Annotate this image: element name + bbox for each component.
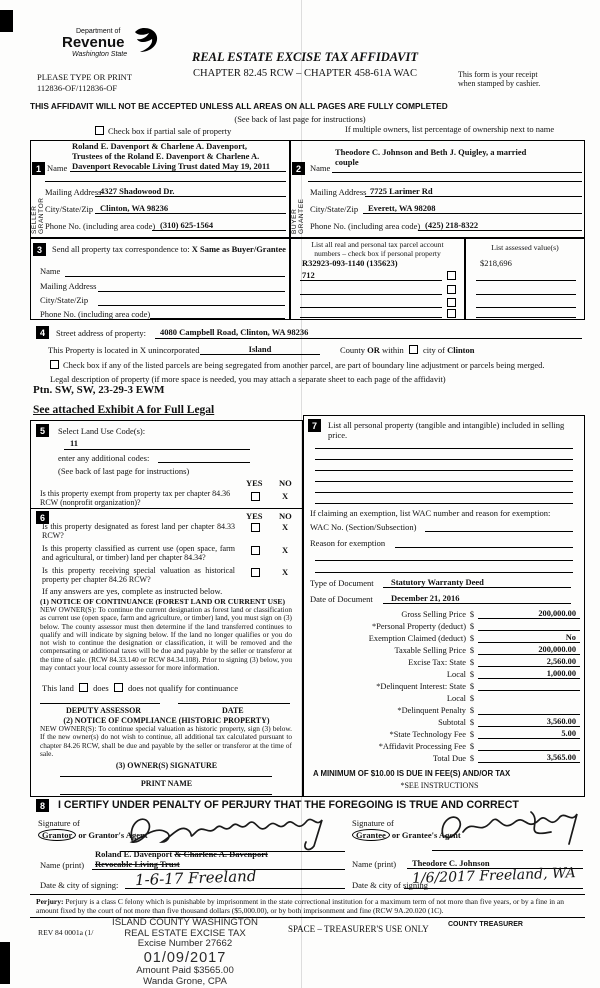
corr-name-label: Name	[40, 266, 61, 276]
perjury-strip	[30, 894, 585, 918]
warning-banner: THIS AFFIDAVIT WILL NOT BE ACCEPTED UNLESS ALL AREAS ON ALL PAGES ARE FULLY COMPLETED	[30, 101, 448, 111]
parcel-header-line1: List all real and personal tax parcel account	[311, 240, 444, 249]
city-of-value: Clinton	[447, 345, 475, 355]
print-name-line	[60, 794, 272, 795]
buyer-phone-value: (425) 218-8322	[425, 220, 479, 230]
section-5-number: 5	[36, 424, 49, 437]
date-document-label: Date of Document	[310, 594, 373, 604]
land-use-value: 11	[70, 438, 79, 448]
fin-row-excise-local: Local $ 1,000.00	[308, 667, 580, 679]
grantor-printed-name-struck: & Charlene A. Davenport	[174, 849, 268, 859]
blank-line	[95, 213, 286, 214]
blank-line	[476, 317, 576, 318]
blank-line	[300, 294, 442, 295]
grantor-printed-name: Roland E. Davenport	[95, 849, 175, 859]
section-8-number: 8	[36, 799, 49, 812]
located-in-label: This Property is located in X unincorporated	[48, 345, 200, 355]
s6-yes-header: YES	[246, 511, 263, 521]
grantee-date-city-label: Date & city of signing	[352, 880, 429, 890]
blank-line	[315, 503, 573, 504]
s6-q3-no-answer: X	[282, 567, 289, 577]
notice1-title: (1) NOTICE OF CONTINUANCE (FOREST LAND OR CURRENT USE)	[40, 597, 286, 606]
street-address-value: 4080 Campbell Road, Clinton, WA 98236	[160, 327, 309, 337]
blank-line	[158, 462, 250, 463]
blank-line	[476, 294, 576, 295]
grantee-word-circled: Grantee	[352, 829, 390, 841]
buyer-side-word1: BUYER	[291, 208, 298, 234]
type-document-label: Type of Document	[310, 578, 374, 588]
blank-line	[70, 171, 286, 172]
does-checkbox	[79, 683, 88, 692]
blank-line	[64, 449, 250, 450]
blank-line	[98, 305, 285, 306]
seller-name-label: Name	[47, 163, 68, 173]
notice2-title: (2) NOTICE OF COMPLIANCE (HISTORIC PROPERTY)	[63, 716, 270, 725]
logo-state-text: Washington State	[72, 51, 128, 58]
reason-line	[395, 547, 573, 548]
fin-row-personal: *Personal Property (deduct) $	[308, 619, 580, 631]
s6-q1-yes-checkbox	[251, 523, 260, 532]
corr-city-label: City/State/Zip	[40, 295, 89, 305]
blank-line	[476, 307, 576, 308]
form-number: 112836-OF/112836-OF	[37, 83, 118, 93]
blank-line	[315, 572, 573, 573]
parcel-number-2: 712	[302, 270, 315, 280]
treasurer-space-label: SPACE – TREASURER'S USE ONLY	[288, 924, 429, 934]
exhibit-note: See attached Exhibit A for Full Legal	[33, 404, 215, 416]
blank-line	[150, 318, 285, 319]
section-6-number: 6	[36, 511, 49, 524]
seller-city-label: City/State/Zip	[45, 204, 94, 214]
assessor-date-line	[178, 703, 290, 704]
buyer-phone-label: Phone No. (including area code)	[310, 221, 421, 231]
segregated-checkbox	[50, 360, 59, 369]
grantee-name-print-label: Name (print)	[352, 859, 397, 869]
located-county-value: Island	[248, 344, 272, 354]
s5-yes-header: YES	[246, 478, 263, 488]
seller-side-word2: GRANTOR	[38, 197, 45, 234]
buyer-name-value	[335, 147, 580, 167]
notice1-body: NEW OWNER(S): To continue the current designation as forest land or classification as current use (open space, farm and agriculture, or timber) land, you must sign on (3) below. The county assessor must then determine if the land transferred continues to qualify and will indicate by signing below. If the land no longer qualifies or you do not wish to continue the designation or classification, it will be removed and the compensating or additional taxes will be due and payable by the seller or transferor at the time of sale. (RCW 84.33.140 or RCW 84.34.108). Prior to signing (3) below, you may contact your local county assessor for more information.	[40, 605, 292, 673]
fin-row-delinq-interest-state: *Delinquent Interest: State $	[308, 679, 580, 691]
fin-row-gross: Gross Selling Price $ 200,000.00	[308, 607, 580, 619]
city-checkbox	[409, 345, 418, 354]
grantee-date-line	[404, 888, 583, 889]
seller-phone-label: Phone No. (including area code)	[45, 221, 156, 231]
correspondence-label: Send all property tax correspondence to:	[52, 244, 190, 254]
s6-q2-no-answer: X	[282, 545, 289, 555]
does-label: does	[93, 683, 109, 693]
multiple-owners-note: If multiple owners, list percentage of ownership next to name	[345, 124, 555, 134]
parcel-personal-checkbox-3	[447, 298, 456, 307]
blank-line	[476, 280, 576, 281]
blank-line	[300, 317, 442, 318]
grantor-date-city-value: 1-6-17 Freeland	[134, 866, 257, 890]
s6-q2-yes-checkbox	[251, 546, 260, 555]
legal-description-value: Ptn. SW, SW, 23-29-3 EWM	[33, 384, 165, 396]
fin-row-taxable: Taxable Selling Price $ 200,000.00	[308, 643, 580, 655]
certify-statement: I CERTIFY UNDER PENALTY OF PERJURY THAT THE FOREGOING IS TRUE AND CORRECT	[58, 799, 519, 811]
blank-line	[152, 230, 286, 231]
owners-signature-label: (3) OWNER(S) SIGNATURE	[115, 761, 218, 770]
buyer-city-label: City/State/Zip	[310, 204, 359, 214]
city-of-label: city of	[423, 345, 445, 355]
section-1-number: 1	[32, 162, 45, 175]
exempt-question: Is this property exempt from property tax per chapter 84.36 RCW (nonprofit organization)?	[40, 489, 231, 507]
fin-row-delinq-penalty: *Delinquent Penalty $	[308, 703, 580, 715]
buyer-mailing-label: Mailing Address	[310, 187, 367, 197]
scan-artifact-top	[0, 10, 13, 32]
exemption-note: If claiming an exemption, list WAC number and reason for exemption:	[310, 508, 551, 518]
grantor-agent-label: or Grantor's Agent	[78, 830, 148, 840]
wac-number-label: WAC No. (Section/Subsection)	[310, 522, 417, 532]
grantor-name-print-label: Name (print)	[40, 860, 85, 870]
within-word: within	[382, 345, 404, 355]
seller-mailing-label: Mailing Address	[45, 187, 102, 197]
segregated-label: Check box if any of the listed parcels are being segregated from another parcel, are part of boundary line adjustment or parcels being merged.	[63, 360, 545, 370]
seller-phone-value: (310) 625-1564	[160, 220, 214, 230]
grantee-signature	[435, 804, 585, 850]
see-instructions-note: *SEE INSTRUCTIONS	[400, 781, 479, 790]
s6-q1-no-answer: X	[282, 522, 289, 532]
assessor-date-label: DATE	[222, 706, 244, 715]
date-document-value: December 21, 2016	[391, 593, 460, 603]
additional-codes-label: enter any additional codes:	[58, 453, 150, 463]
section-divider	[30, 508, 303, 509]
stamp-cashier-name: Wanda Grone, CPA	[143, 976, 227, 988]
see-back-note-2: (See back of last page for instructions)	[58, 466, 190, 476]
section-7-number: 7	[308, 419, 321, 432]
fin-row-subtotal: Subtotal $ 3,560.00	[308, 715, 580, 727]
grantor-printed-name-line2-struck: Revocable Living Trust	[95, 859, 180, 869]
owners-signature-line	[60, 776, 272, 777]
blank-line	[98, 291, 285, 292]
buyer-name-label: Name	[310, 163, 331, 173]
seller-name-line3: Davenport Revocable Living Trust dated May 19, 2011	[72, 161, 271, 171]
blank-line	[315, 481, 573, 482]
partial-sale-checkbox	[95, 126, 104, 135]
grantee-date-city-value: 1/6/2017 Freeland, WA	[411, 865, 577, 887]
s6-question-3: Is this property receiving special valuation as historical property per chapter 84.26 RCW?	[42, 566, 235, 584]
street-address-label: Street address of property:	[56, 328, 146, 338]
grantor-signature-of-label: Signature of	[38, 818, 80, 828]
s6-question-1: Is this property designated as forest land per chapter 84.33 RCW?	[42, 522, 235, 540]
fin-row-total-due: Total Due $ 3,565.00	[308, 751, 580, 763]
fin-row-exemption: Exemption Claimed (deduct) $ No	[308, 631, 580, 643]
fin-row-excise-state: Excise Tax: State $ 2,560.00	[308, 655, 580, 667]
buyer-grantee-side-label	[291, 178, 305, 234]
buyer-mailing-value: 7725 Larimer Rd	[370, 186, 433, 196]
notice2-body: NEW OWNER(S): To continue special valuation as historic property, sign (3) below. If the new owner(s) do not wish to continue, all additional tax calculated pursuant to chapter 84.26 RCW, shall be due and payable by the seller or transferor at the time of sale.	[40, 724, 292, 758]
logo-name-text: Revenue	[62, 34, 125, 51]
treasurer-stamp	[85, 918, 285, 988]
s6-q3-yes-checkbox	[251, 568, 260, 577]
form-title: REAL ESTATE EXCISE TAX AFFIDAVIT	[191, 50, 418, 64]
s6-no-header: NO	[279, 511, 292, 521]
rev-form-number: REV 84 0001a (1/	[38, 928, 94, 937]
blank-line	[65, 276, 285, 277]
grantor-signature	[122, 806, 337, 854]
perjury-word: Perjury:	[36, 897, 64, 906]
does-not-checkbox	[114, 683, 123, 692]
county-word: County	[340, 345, 366, 355]
wac-number-line	[425, 531, 573, 532]
or-word: OR	[367, 345, 380, 355]
seller-city-value: Clinton, WA 98236	[100, 203, 169, 213]
correspondence-value: X Same as Buyer/Grantee	[191, 244, 286, 254]
seller-grantor-side-label	[31, 178, 45, 234]
assessed-header: List assessed value(s)	[491, 243, 559, 252]
parcel-personal-checkbox-4	[447, 309, 456, 318]
deputy-assessor-label: DEPUTY ASSESSOR	[66, 706, 142, 715]
deputy-assessor-line	[40, 703, 160, 704]
date-document-line	[383, 603, 571, 604]
blank-line	[315, 459, 573, 460]
fin-row-processing-fee: *Affidavit Processing Fee $	[308, 739, 580, 751]
corr-mailing-label: Mailing Address	[40, 281, 97, 291]
parcel-personal-checkbox-2	[447, 285, 456, 294]
seller-name-line1: Roland E. Davenport & Charlene A. Davenport,	[72, 141, 247, 151]
fin-row-tech-fee: *State Technology Fee $ 5.00	[308, 727, 580, 739]
fin-row-delinq-interest-local: Local $	[446, 694, 475, 703]
stamp-reet-line: REAL ESTATE EXCISE TAX	[124, 927, 246, 939]
parcel-number-1: R32923-093-1140 (135623)	[302, 258, 398, 268]
grantee-signature-line	[432, 850, 583, 851]
grantor-word-circled: Grantor	[38, 829, 76, 841]
county-treasurer-label: COUNTY TREASURER	[448, 921, 523, 928]
receipt-note-line1: This form is your receipt	[458, 70, 538, 79]
blank-line	[315, 560, 573, 561]
land-qualify-label: This land	[42, 683, 74, 693]
corr-phone-label: Phone No. (including area code)	[40, 309, 151, 319]
please-type-print: PLEASE TYPE OR PRINT	[37, 72, 133, 82]
blank-line	[155, 338, 582, 339]
grantor-date-line	[125, 888, 345, 889]
stamp-county-line: ISLAND COUNTY WASHINGTON	[112, 917, 258, 928]
does-not-label: does not qualify for continuance	[127, 683, 238, 693]
minimum-due-note: A MINIMUM OF $10.00 IS DUE IN FEE(S) AND/OR TAX	[313, 769, 511, 778]
blank-line	[418, 230, 582, 231]
parcel-personal-checkbox-1	[447, 271, 456, 280]
stamp-date: 01/09/2017	[143, 950, 227, 967]
buyer-name-line1: Theodore C. Johnson and Beth J. Quigley, a married	[335, 147, 527, 157]
blank-line	[315, 492, 573, 493]
blank-line	[315, 470, 573, 471]
s6-question-2: Is this property classified as current use (open space, farm and agricultural, or timber) land per chapter 84.34?	[42, 544, 235, 562]
grantee-signature-of-label: Signature of	[352, 818, 394, 828]
seller-side-word1: SELLER	[31, 205, 38, 234]
logo-dept-text: Department of	[76, 28, 121, 35]
stamp-excise-number: Excise Number 27662	[137, 938, 233, 950]
section-2-number: 2	[292, 162, 305, 175]
print-name-label: PRINT NAME	[140, 779, 193, 788]
blank-line	[95, 196, 286, 197]
grantee-agent-label: or Grantee's Agent	[391, 830, 461, 840]
grantor-date-city-label: Date & city of signing:	[40, 880, 119, 890]
scan-artifact-bottom	[0, 942, 10, 984]
if-any-answers-note: If any answers are yes, complete as instructed below.	[42, 586, 223, 596]
blank-line	[300, 307, 442, 308]
type-document-line	[383, 587, 571, 588]
form-subtitle: CHAPTER 82.45 RCW – CHAPTER 458-61A WAC	[193, 68, 417, 79]
blank-line	[308, 181, 582, 182]
buyer-side-word2: GRANTEE	[298, 198, 305, 234]
blank-line	[300, 280, 442, 281]
buyer-city-value: Everett, WA 98208	[368, 203, 436, 213]
type-document-value: Statutory Warranty Deed	[391, 577, 484, 587]
seller-name-line2: Trustees of the Roland E. Davenport & Charlene A.	[72, 151, 260, 161]
buyer-name-line2: couple	[335, 157, 359, 167]
see-back-note: (See back of last page for instructions)	[234, 114, 366, 124]
parcel-header-line2: numbers – check box if personal property	[314, 249, 441, 258]
legal-description-label: Legal description of property (if more space is needed, you may attach a separate sheet to each page of the affidavit)	[50, 374, 446, 384]
reason-exemption-label: Reason for exemption	[310, 538, 386, 548]
exempt-yes-checkbox	[251, 492, 260, 501]
land-use-label: Select Land Use Code(s):	[58, 426, 146, 436]
s5-no-header: NO	[279, 478, 292, 488]
blank-line	[365, 196, 582, 197]
perjury-text: Perjury is a class C felony which is punishable by imprisonment in the state correctional institution for a maximum term of not more than five years, or by a fine in an amount fixed by the court of not more than five thousand dollars ($5,000.00), or by both imprisonment and fine (RCW 9A.20.020 (1C).	[36, 897, 564, 915]
seller-mailing-value: 4327 Shadowood Dr.	[100, 186, 175, 196]
partial-sale-label: Check box if partial sale of property	[108, 126, 232, 136]
section-4-number: 4	[36, 326, 49, 339]
stamp-amount-paid: Amount Paid $3565.00	[136, 965, 234, 977]
blank-line	[45, 181, 286, 182]
personal-property-label: List all personal property (tangible and intangible) included in selling price.	[328, 420, 565, 440]
assessed-value: $218,696	[480, 258, 512, 268]
grantee-printed-name: Theodore C. Johnson	[412, 858, 490, 868]
blank-line	[200, 354, 320, 355]
receipt-note-line2: when stamped by cashier.	[458, 79, 541, 88]
blank-line	[363, 213, 582, 214]
section-3-number: 3	[33, 243, 46, 256]
exempt-no-answer: X	[282, 491, 289, 501]
seller-name-value	[72, 141, 288, 171]
blank-line	[315, 448, 573, 449]
blank-line	[332, 172, 582, 173]
